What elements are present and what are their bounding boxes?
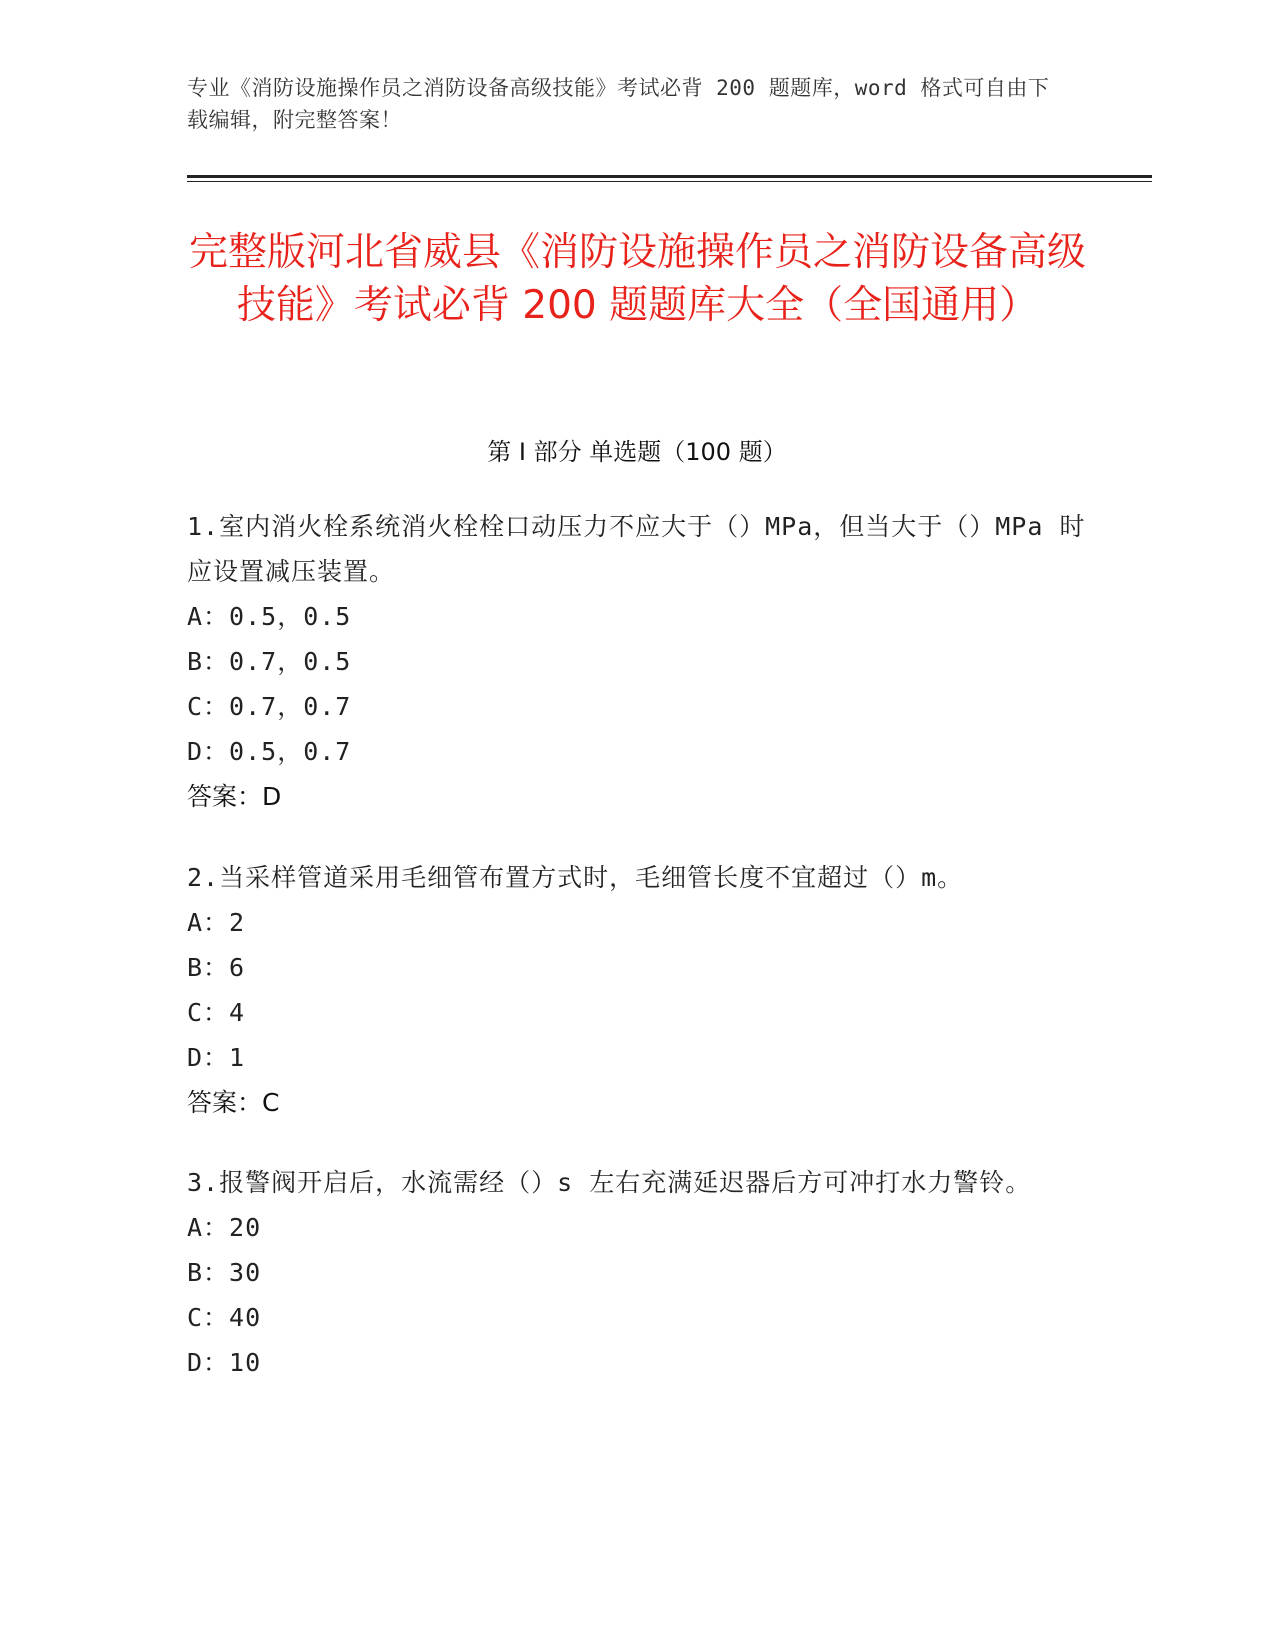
header-divider-thick — [187, 175, 1152, 178]
question-3 — [187, 1160, 1087, 1385]
option-b: B：0.7，0.5 — [187, 647, 352, 676]
question-2 — [187, 855, 1087, 1125]
answer: 答案：C — [187, 1088, 280, 1117]
option-d: D：10 — [187, 1348, 262, 1377]
option-d: D：1 — [187, 1043, 246, 1072]
question-stem: 3.报警阀开启后，水流需经（）s 左右充满延迟器后方可冲打水力警铃。 — [187, 1168, 1032, 1197]
option-b: B：30 — [187, 1258, 262, 1287]
question-1 — [187, 504, 1087, 819]
document-title: 完整版河北省威县《消防设施操作员之消防设备高级技能》考试必背 200 题题库大全（全国通用） — [188, 230, 1086, 328]
question-stem: 2.当采样管道采用毛细管布置方式时，毛细管长度不宜超过（）m。 — [187, 863, 964, 892]
question-stem: 1.室内消火栓系统消火栓栓口动压力不应大于（）MPa，但当大于（）MPa 时应设置减压装置。 — [187, 512, 1086, 586]
section-heading: 第 I 部分 单选题（100 题） — [487, 438, 787, 466]
option-a: A：20 — [187, 1213, 262, 1242]
answer: 答案：D — [187, 782, 282, 811]
option-c: C：0.7，0.7 — [187, 692, 352, 721]
header-divider-thin — [187, 181, 1152, 182]
header-note: 专业《消防设施操作员之消防设备高级技能》考试必背 200 题题库，word 格式可自由下载编辑，附完整答案！ — [187, 76, 1050, 132]
option-d: D：0.5，0.7 — [187, 737, 352, 766]
option-c: C：40 — [187, 1303, 262, 1332]
option-b: B：6 — [187, 953, 246, 982]
option-c: C：4 — [187, 998, 246, 1027]
option-a: A：2 — [187, 908, 246, 937]
option-a: A：0.5，0.5 — [187, 602, 352, 631]
